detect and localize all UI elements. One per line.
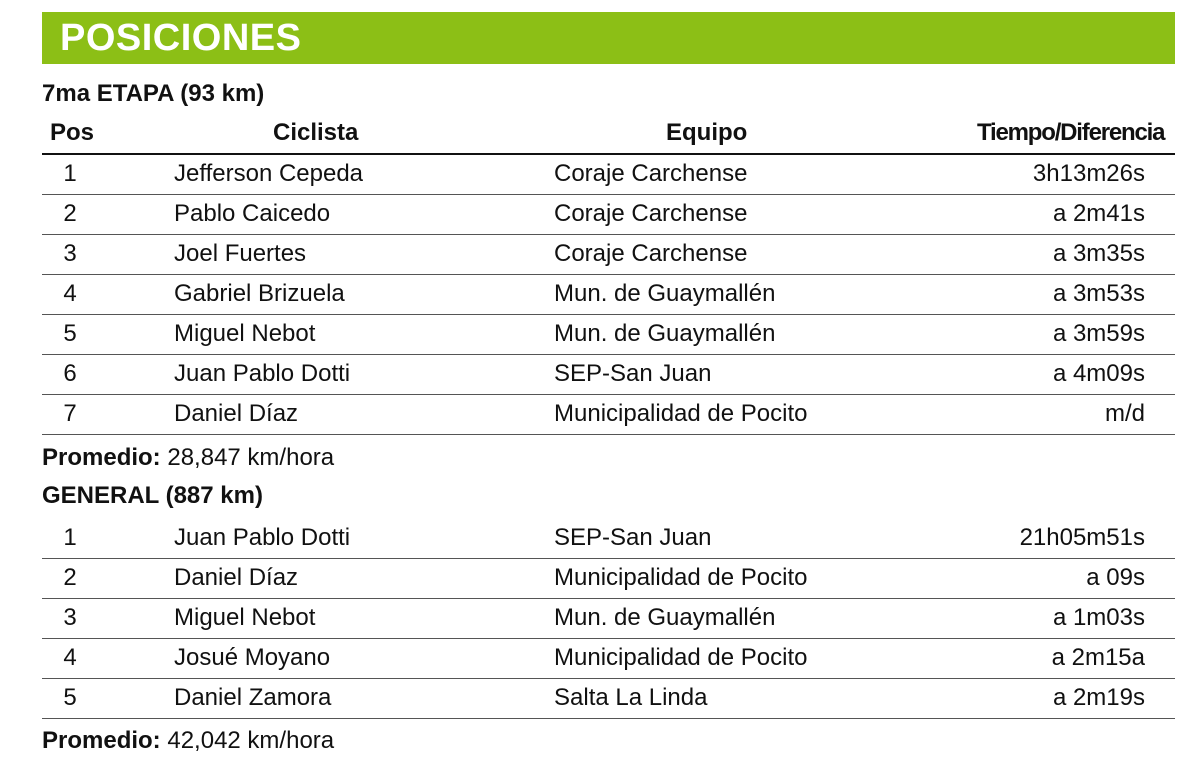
rider-cell: Daniel Zamora [174,684,332,711]
rider-cell: Gabriel Brizuela [174,280,345,307]
table-row [42,354,1175,395]
time-cell: 3h13m26s [1032,160,1145,187]
pos-cell: 6 [63,360,77,387]
team-cell: Salta La Linda [554,684,708,711]
average-label: Promedio: [42,444,161,471]
col-header-time: Tiempo/Diferencia [977,119,1165,146]
stage-average [42,443,334,473]
average-value: 28,847 km/hora [167,444,335,471]
pos-cell: 2 [63,564,77,591]
table-row [42,394,1175,435]
pos-cell: 1 [63,160,77,187]
time-cell: a 3m35s [1052,240,1145,267]
table-row [42,558,1175,599]
table-row [42,234,1175,275]
pos-cell: 4 [63,280,77,307]
page-title: POSICIONES [60,17,302,59]
time-cell: 21h05m51s [1019,524,1145,551]
team-cell: Coraje Carchense [554,200,748,227]
table-row [42,678,1175,719]
stage-title: 7ma ETAPA (93 km) [42,80,265,107]
rider-cell: Pablo Caicedo [174,200,331,227]
title-banner [42,12,1175,64]
time-cell: a 2m15a [1051,644,1145,671]
rider-cell: Miguel Nebot [174,604,316,631]
table-row [42,518,1175,559]
pos-cell: 5 [63,320,77,347]
team-cell: Mun. de Guaymallén [554,320,776,347]
time-cell: m/d [1104,400,1145,427]
average-label: Promedio: [42,727,161,754]
pos-cell: 2 [63,200,77,227]
rider-cell: Daniel Díaz [174,400,299,427]
general-average [42,726,334,756]
team-cell: Mun. de Guaymallén [554,604,776,631]
average-value: 42,042 km/hora [167,727,335,754]
pos-cell: 7 [63,400,77,427]
table-row [42,154,1175,195]
team-cell: Municipalidad de Pocito [554,400,808,427]
team-cell: Coraje Carchense [554,240,748,267]
table-row [42,274,1175,315]
pos-cell: 5 [63,684,77,711]
table-row [42,194,1175,235]
col-header-team: Equipo [666,119,748,146]
rider-cell: Juan Pablo Dotti [174,524,351,551]
rider-cell: Josué Moyano [174,644,331,671]
rider-cell: Joel Fuertes [174,240,307,267]
time-cell: a 2m41s [1052,200,1145,227]
rider-cell: Miguel Nebot [174,320,316,347]
pos-cell: 4 [63,644,77,671]
time-cell: a 3m53s [1052,280,1145,307]
table-row [42,598,1175,639]
rider-cell: Daniel Díaz [174,564,299,591]
col-header-pos: Pos [50,119,95,146]
team-cell: SEP-San Juan [554,360,712,387]
general-title: GENERAL (887 km) [42,482,263,509]
table-row [42,314,1175,355]
pos-cell: 3 [63,604,77,631]
rider-cell: Jefferson Cepeda [174,160,364,187]
time-cell: a 2m19s [1052,684,1145,711]
pos-cell: 3 [63,240,77,267]
time-cell: a 09s [1086,564,1145,591]
team-cell: Coraje Carchense [554,160,748,187]
time-cell: a 4m09s [1052,360,1145,387]
team-cell: Municipalidad de Pocito [554,644,808,671]
table-row [42,638,1175,679]
pos-cell: 1 [63,524,77,551]
team-cell: Municipalidad de Pocito [554,564,808,591]
col-header-rider: Ciclista [273,119,359,146]
rider-cell: Juan Pablo Dotti [174,360,351,387]
team-cell: Mun. de Guaymallén [554,280,776,307]
time-cell: a 1m03s [1052,604,1145,631]
team-cell: SEP-San Juan [554,524,712,551]
time-cell: a 3m59s [1052,320,1145,347]
